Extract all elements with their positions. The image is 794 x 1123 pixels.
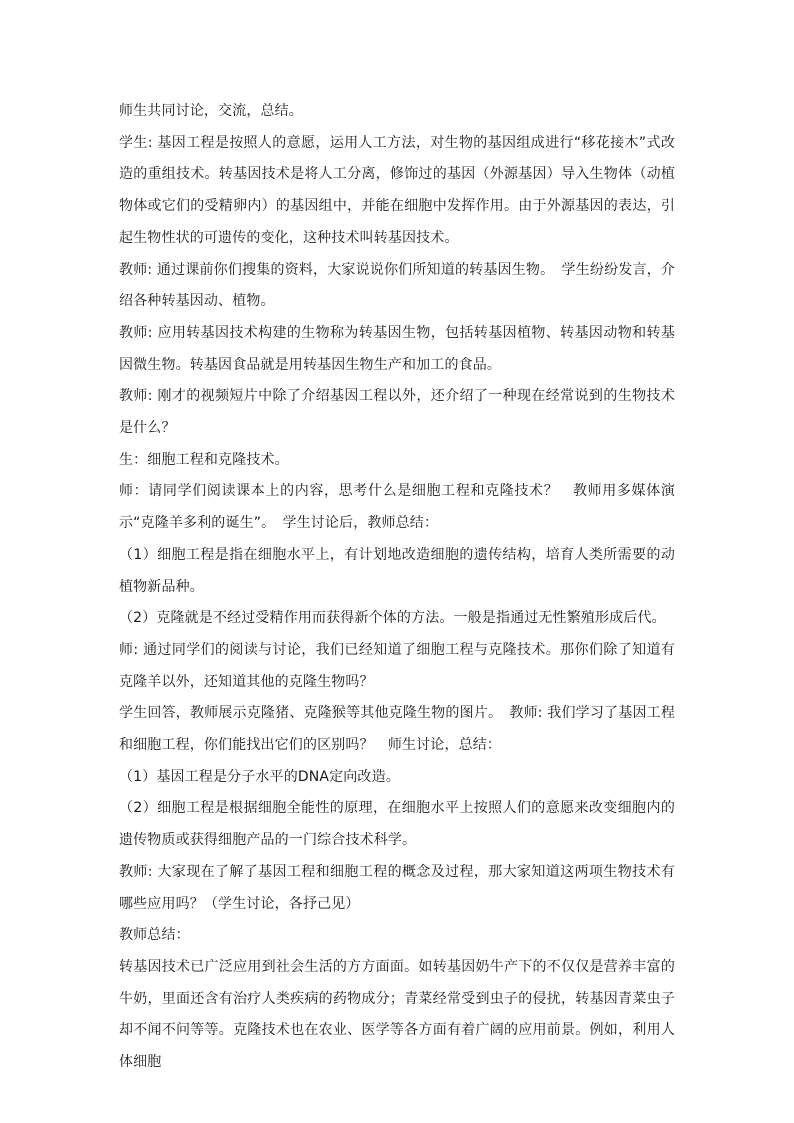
paragraph: 教师总结：: [119, 927, 190, 944]
paragraph: （2）克隆就是不经过受精作用而获得新个体的方法。一般是指通过无性繁殖形成后代。: [119, 610, 666, 627]
paragraph: 学生: 基因工程是按照人的意愿，运用人工方法，对生物的基因组成进行“移花接木”式改造的重组技术。转基因技术是将人工分离，修饰过的基因（外源基因）导入生物体（动植物体或它们的受精卵内）的基因组中，并能在细胞中发挥作用。由于外源基因的表达，引起生物性状的可遗传的变化，这种技术叫转基因技术。: [119, 134, 675, 246]
paragraph: 教师: 大家现在了解了基因工程和细胞工程的概念及过程，那大家知道这两项生物技术有哪些应用吗？（学生讨论，各抒己见）: [119, 863, 675, 912]
paragraph: 学生回答，教师展示克隆猪、克隆猴等其他克隆生物的图片。 教师: 我们学习了基因工程和细胞工程，你们能找出它们的区别吗？ 师生讨论，总结：: [119, 705, 675, 754]
paragraph: 师生共同讨论，交流，总结。: [119, 103, 303, 119]
paragraph: 转基因技术已广泛应用到社会生活的方方面面。如转基因奶牛产下的不仅仅是营养丰富的牛奶，里面还含有治疗人类疾病的药物成分；青菜经常受到虫子的侵扰，转基因青菜虫子却不闻不问等等。克隆技术也在农业、医学等各方面有着广阔的应用前景。例如，利用人体细胞: [119, 958, 675, 1071]
paragraph: 师: 通过同学们的阅读与讨论，我们已经知道了细胞工程与克隆技术。那你们除了知道有克隆羊以外，还知道其他的克隆生物吗？: [119, 641, 675, 690]
paragraph: 师：请同学们阅读课本上的内容，思考什么是细胞工程和克隆技术？ 教师用多媒体演示“克隆羊多利的诞生”。 学生讨论后，教师总结：: [119, 483, 675, 532]
paragraph: （1）细胞工程是指在细胞水平上，有计划地改造细胞的遗传结构，培育人类所需要的动植物新品种。: [119, 546, 675, 595]
paragraph: 教师: 应用转基因技术构建的生物称为转基因生物，包括转基因植物、转基因动物和转基因微生物。转基因食品就是用转基因生物生产和加工的食品。: [119, 324, 675, 373]
paragraph: 生：细胞工程和克隆技术。: [119, 451, 289, 468]
paragraph: 教师: 通过课前你们搜集的资料，大家说说你们所知道的转基因生物。 学生纷纷发言，介绍各种转基因动、植物。: [119, 261, 675, 310]
paragraph: 教师: 刚才的视频短片中除了介绍基因工程以外，还介绍了一种现在经常说到的生物技术是什么？: [119, 388, 675, 437]
document-body: [119, 96, 675, 1079]
paragraph: （1）基因工程是分子水平的DNA定向改造。: [119, 768, 400, 785]
paragraph: （2）细胞工程是根据细胞全能性的原理，在细胞水平上按照人们的意愿来改变细胞内的遗传物质或获得细胞产品的一门综合技术科学。: [119, 800, 675, 849]
